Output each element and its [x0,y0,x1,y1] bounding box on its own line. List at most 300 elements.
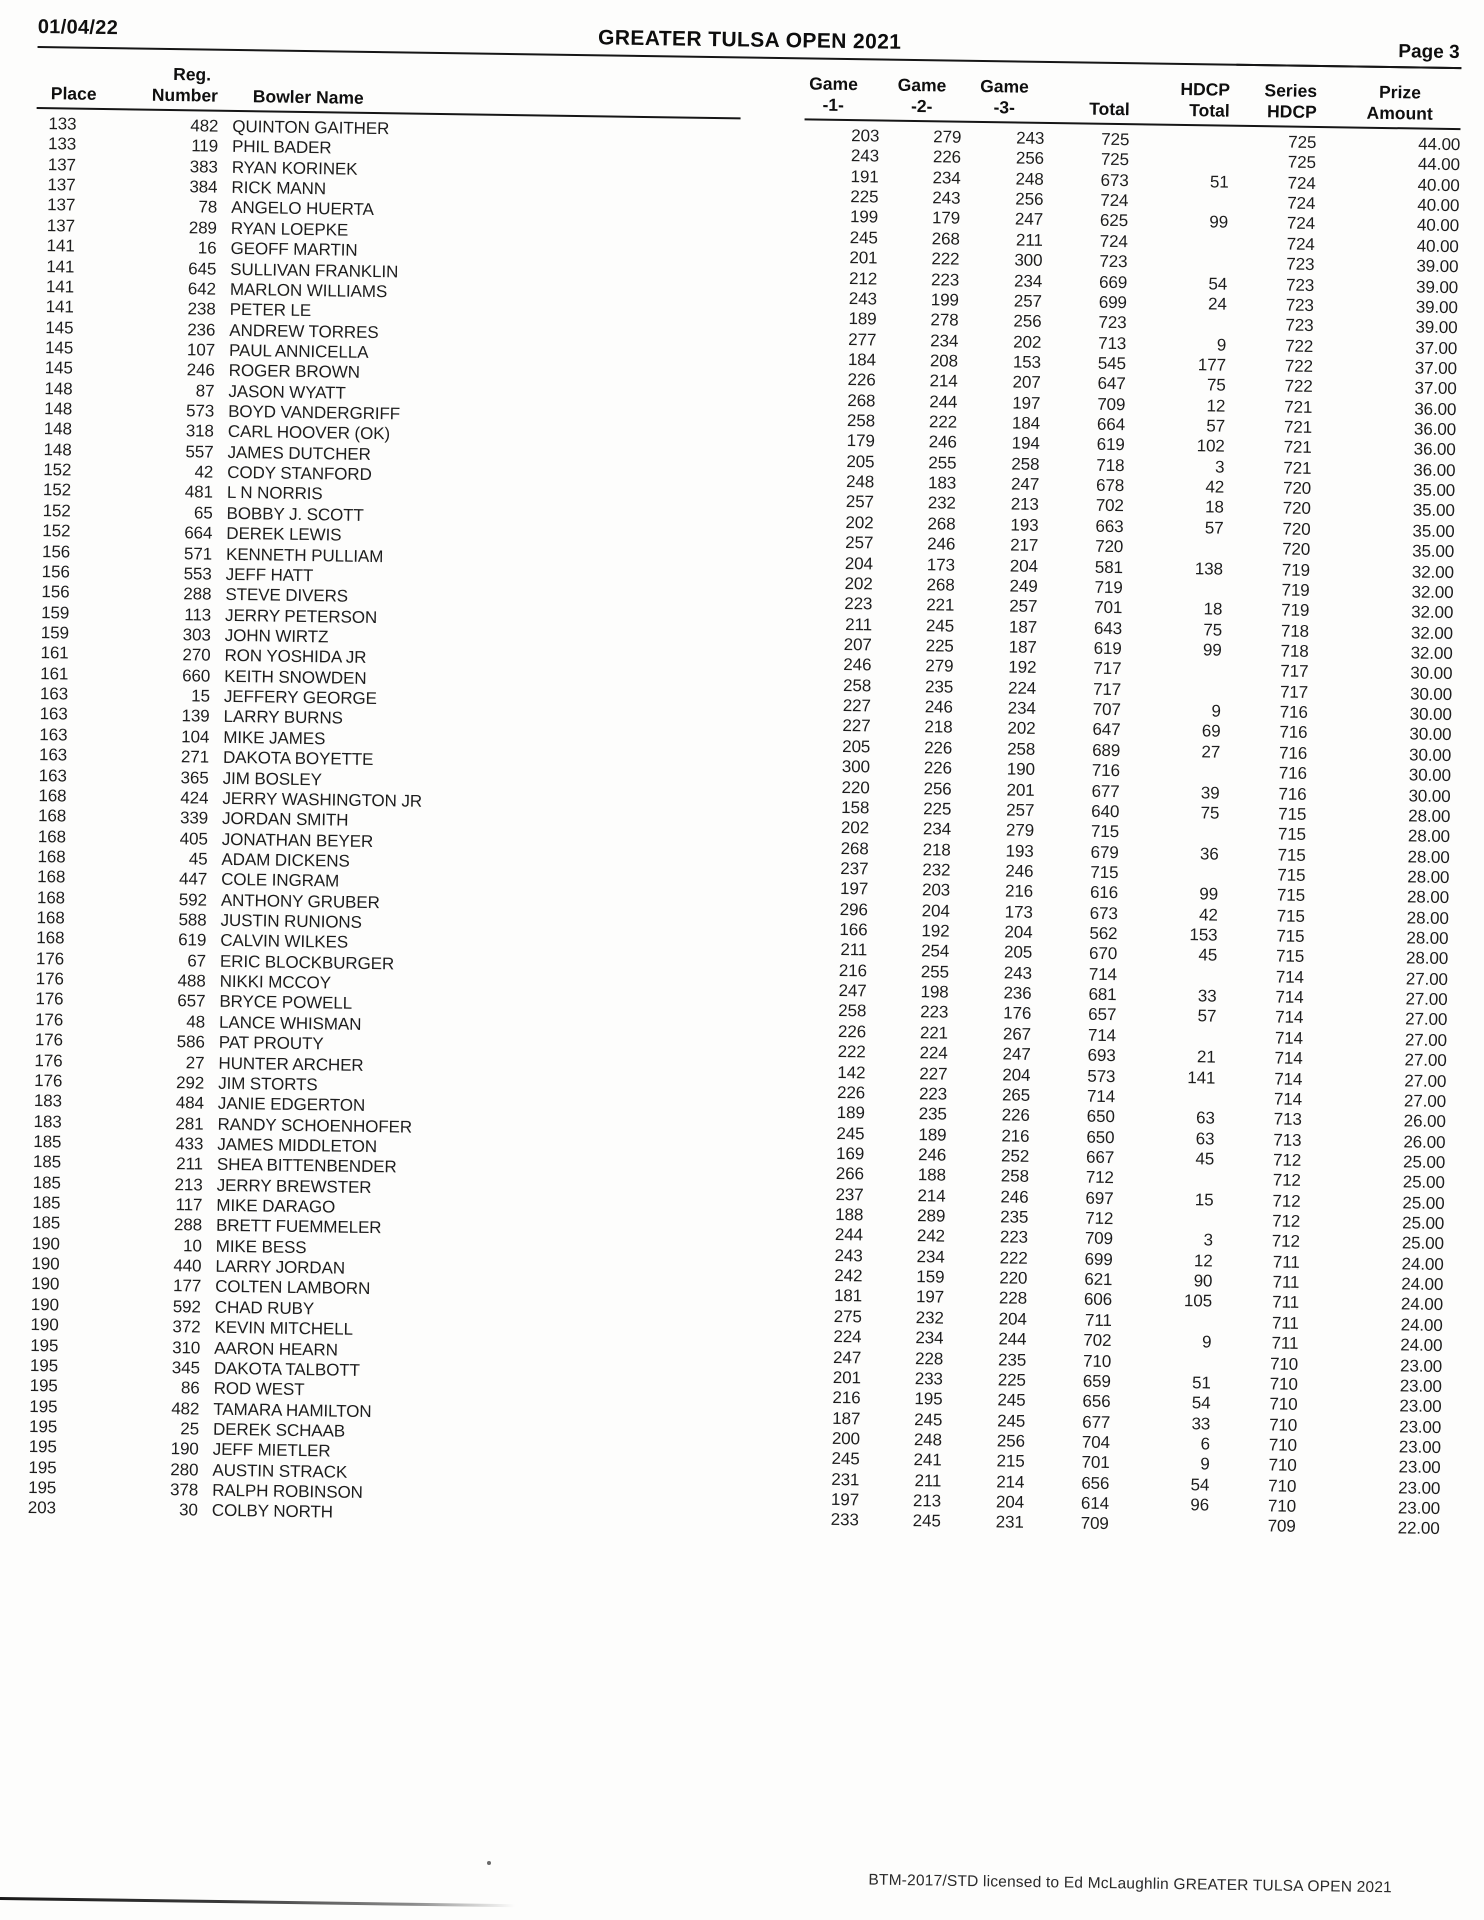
game1-cell: 205 [846,451,875,472]
bowler-name-cell: PHIL BADER [231,137,332,158]
hdcp-total-cell [1116,1311,1216,1333]
hdcp-total-cell: 90 [1193,1271,1213,1291]
total-cell: 715 [1090,862,1119,883]
bowler-name-cell: QUINTON GAITHER [232,116,390,139]
prize-amount-cell: 23.00 [1398,1437,1442,1457]
prize-amount-cell: 24.00 [1400,1335,1443,1356]
hdcp-total-cell [1125,660,1225,682]
reg-number-cell: 405 [179,828,208,849]
place-cell: 168 [36,908,65,928]
prize-amount-cell: 44.00 [1417,154,1461,175]
game3-cell: 235 [997,1349,1027,1370]
game2-cell: 226 [923,758,953,778]
reg-number-cell: 104 [181,726,210,747]
game2-cell: 198 [920,982,949,1002]
game1-cell: 244 [834,1225,864,1245]
bowler-name-cell: PETER LE [229,300,312,321]
game3-cell: 187 [1008,617,1038,637]
reg-number-cell: 592 [178,889,208,910]
game1-cell: 226 [837,1021,867,1042]
prize-amount-cell: 39.00 [1415,317,1458,338]
series-hdcp-cell: 710 [1267,1496,1297,1516]
game1-cell: 197 [830,1490,860,1510]
reg-number-cell: 107 [186,340,216,360]
bowler-name-cell: JIM STORTS [218,1073,318,1095]
hdcp-total-cell: 69 [1201,721,1221,742]
scan-artifact-dot [487,1861,491,1865]
hdcp-total-cell: 12 [1193,1251,1213,1271]
page-title: GREATER TULSA OPEN 2021 [597,26,902,54]
game3-cell: 256 [1015,189,1044,210]
game3-cell: 225 [997,1370,1027,1390]
game3-cell: 257 [1006,800,1035,820]
bowler-name-cell: KEVIN MITCHELL [214,1317,354,1340]
hdcp-total-cell: 45 [1198,945,1218,965]
hdcp-total-cell [1127,537,1227,559]
game2-cell: 234 [930,330,959,351]
place-cell: 137 [47,175,76,195]
hdcp-total-cell: 99 [1209,212,1229,233]
hdcp-total-cell: 75 [1203,619,1223,640]
total-cell: 678 [1095,475,1125,496]
game2-cell: 226 [924,738,953,758]
series-hdcp-cell: 720 [1282,519,1311,539]
game1-cell: 205 [842,736,871,757]
game3-cell: 204 [1004,922,1033,942]
game3-cell: 258 [1007,739,1036,759]
game3-cell: 243 [1016,128,1045,148]
hdcp-total-cell: 57 [1204,518,1224,538]
game2-cell: 245 [912,1511,941,1531]
scanned-results-sheet [10,16,1462,1917]
game2-cell: 268 [926,575,955,595]
reg-number-cell: 482 [171,1398,200,1419]
game3-cell: 256 [996,1431,1026,1451]
game3-cell: 197 [1012,393,1041,413]
prize-amount-cell: 30.00 [1408,785,1451,806]
game3-cell: 247 [1010,474,1040,495]
game1-cell: 242 [834,1266,863,1286]
prize-amount-cell: 28.00 [1408,806,1451,826]
place-cell: 161 [40,663,69,684]
bowler-name-cell: GEOFF MARTIN [230,239,358,260]
game2-cell: 235 [918,1104,947,1124]
prize-amount-cell: 44.00 [1418,134,1461,155]
hdcp-total-cell [1125,680,1225,702]
series-hdcp-cell: 713 [1273,1130,1302,1150]
game1-cell: 226 [836,1082,866,1103]
game1-cell: 258 [838,1001,867,1021]
place-cell: 141 [45,277,75,297]
game3-cell: 267 [1002,1024,1032,1044]
total-cell: 716 [1091,760,1121,781]
reg-number-cell: 65 [193,503,213,523]
series-hdcp-cell: 721 [1284,397,1313,417]
place-cell: 176 [35,969,64,989]
total-cell: 711 [1084,1310,1112,1330]
bowler-name-cell: ANGELO HUERTA [231,198,374,220]
game2-cell: 234 [916,1246,945,1267]
series-hdcp-cell: 714 [1274,1028,1304,1048]
reg-number-cell: 30 [178,1500,198,1520]
game3-cell: 204 [1009,556,1039,576]
game2-cell: 173 [926,554,956,575]
total-cell: 710 [1082,1351,1112,1371]
game3-cell: 224 [1007,678,1037,698]
total-cell: 619 [1093,638,1122,659]
place-cell: 161 [40,643,69,663]
hdcp-total-cell: 75 [1200,803,1220,823]
hdcp-total-cell [1124,761,1224,783]
bowler-name-cell: ANDREW TORRES [229,320,379,342]
place-cell: 152 [42,500,71,521]
game3-cell: 248 [1015,169,1044,189]
reg-number-cell: 660 [182,665,211,686]
place-cell: 148 [44,399,73,419]
game1-cell: 225 [850,187,879,207]
bowler-name-cell: SULLIVAN FRANKLIN [230,259,399,281]
game2-cell: 159 [916,1267,945,1287]
total-cell: 697 [1085,1188,1114,1208]
game1-cell: 201 [832,1367,862,1388]
game2-cell: 246 [917,1145,947,1165]
bowler-name-cell: ROGER BROWN [228,361,361,383]
game1-cell: 247 [832,1347,862,1367]
hdcp-total-cell [1117,1209,1217,1231]
series-hdcp-cell: 720 [1282,498,1311,519]
game2-cell: 279 [933,127,962,147]
total-cell: 714 [1088,964,1118,984]
prize-amount-cell: 28.00 [1406,908,1449,928]
prize-amount-cell: 28.00 [1407,826,1451,847]
column-header-hdcp-total: HDCP Total [1180,78,1231,121]
game2-cell: 245 [914,1409,943,1430]
total-cell: 709 [1097,394,1126,414]
prize-amount-cell: 25.00 [1402,1193,1445,1213]
prize-amount-cell: 35.00 [1412,480,1456,501]
bowler-name-cell: JERRY BREWSTER [216,1175,372,1197]
game3-cell: 247 [1014,209,1044,230]
game3-cell: 220 [999,1268,1028,1288]
game2-cell: 214 [929,371,958,391]
bowler-name-cell: DAKOTA BOYETTE [222,747,374,770]
prize-amount-cell: 24.00 [1400,1294,1444,1315]
game1-cell: 204 [844,553,874,573]
series-hdcp-cell: 712 [1272,1170,1302,1191]
series-hdcp-cell: 721 [1283,458,1312,478]
series-hdcp-cell: 718 [1280,641,1309,661]
series-hdcp-cell: 716 [1279,722,1308,743]
total-cell: 723 [1098,313,1127,333]
bowler-name-cell: BOYD VANDERGRIFF [228,401,401,424]
game1-cell: 245 [836,1123,865,1143]
prize-amount-cell: 27.00 [1403,1091,1447,1111]
game1-cell: 300 [841,757,871,777]
hdcp-total-cell [1130,313,1230,335]
bowler-name-cell: RALPH ROBINSON [212,1480,363,1503]
game1-cell: 179 [846,431,875,451]
total-cell: 701 [1081,1453,1110,1473]
game3-cell: 236 [1003,983,1032,1003]
reg-number-cell: 657 [177,991,206,1012]
reg-number-cell: 481 [184,482,214,503]
game2-cell: 255 [928,453,957,473]
total-cell: 664 [1096,414,1126,435]
game2-cell: 278 [930,310,959,330]
game2-cell: 289 [917,1206,946,1226]
reg-number-cell: 139 [181,706,210,727]
series-hdcp-cell: 711 [1272,1272,1300,1292]
place-cell: 195 [29,1376,58,1396]
game3-cell: 257 [1013,291,1043,311]
game1-cell: 169 [835,1143,865,1164]
game1-cell: 216 [832,1388,861,1408]
prize-amount-cell: 28.00 [1407,867,1450,887]
game1-cell: 216 [838,960,868,981]
game2-cell: 225 [923,799,952,819]
game3-cell: 256 [1013,311,1042,332]
place-cell: 159 [41,602,70,623]
game1-cell: 203 [851,126,880,146]
reg-number-cell: 67 [187,951,207,971]
game2-cell: 228 [914,1348,944,1369]
series-hdcp-cell: 722 [1284,356,1314,376]
game1-cell: 158 [841,797,870,818]
prize-amount-cell: 30.00 [1408,765,1452,786]
series-hdcp-cell: 720 [1282,478,1312,499]
game3-cell: 258 [1011,454,1040,474]
reg-number-cell: 484 [175,1093,205,1113]
prize-amount-cell: 24.00 [1401,1274,1444,1295]
game1-cell: 257 [845,533,874,553]
place-cell: 168 [37,806,67,826]
series-hdcp-cell: 712 [1271,1231,1301,1252]
game3-cell: 216 [1004,881,1034,902]
game2-cell: 192 [921,921,950,941]
game3-cell: 173 [1004,902,1033,922]
game1-cell: 296 [839,899,868,920]
game2-cell: 223 [930,269,960,290]
series-hdcp-cell: 723 [1286,254,1315,275]
series-hdcp-cell: 716 [1278,783,1307,804]
series-hdcp-cell: 715 [1276,926,1305,946]
bowler-name-cell: RON YOSHIDA JR [224,646,367,668]
game1-cell: 258 [842,675,872,696]
hdcp-total-cell [1113,1515,1213,1537]
reg-number-cell: 288 [183,584,212,604]
reg-number-cell: 281 [175,1113,204,1134]
bowler-name-cell: JASON WYATT [228,381,346,403]
hdcp-total-cell [1122,863,1222,885]
game2-cell: 221 [919,1023,949,1043]
game2-cell: 241 [913,1450,942,1470]
total-cell: 725 [1100,150,1130,170]
hdcp-total-cell [1121,965,1221,987]
total-cell: 673 [1089,903,1118,923]
total-cell: 670 [1088,944,1118,964]
reg-number-cell: 310 [172,1337,201,1358]
total-cell: 702 [1083,1330,1112,1351]
hdcp-total-cell: 54 [1190,1474,1210,1495]
hdcp-total-cell: 33 [1191,1413,1211,1434]
reg-number-cell: 372 [172,1317,201,1337]
hdcp-total-cell: 24 [1208,294,1227,314]
series-hdcp-cell: 719 [1281,580,1310,600]
game2-cell: 204 [921,900,950,921]
reg-number-cell: 190 [170,1439,199,1459]
series-hdcp-cell: 721 [1283,417,1313,437]
game3-cell: 245 [997,1390,1026,1411]
game1-cell: 231 [831,1469,860,1490]
series-hdcp-cell: 722 [1285,336,1314,356]
game3-cell: 279 [1005,820,1035,841]
place-cell: 145 [45,317,74,338]
place-cell: 168 [37,826,67,847]
game3-cell: 215 [996,1451,1025,1472]
column-header-total: Total [1089,98,1130,120]
reg-number-cell: 213 [174,1174,203,1195]
prize-amount-cell: 25.00 [1402,1213,1445,1234]
game2-cell: 268 [931,229,960,249]
game1-cell: 199 [849,207,879,227]
place-cell: 152 [42,480,72,501]
game2-cell: 242 [916,1226,946,1246]
game2-cell: 232 [922,860,951,880]
reg-number-cell: 280 [170,1459,199,1480]
series-hdcp-cell: 715 [1276,906,1305,926]
game1-cell: 268 [840,838,869,858]
hdcp-total-cell: 21 [1196,1047,1216,1067]
column-header-prize-amount: Prize Amount [1366,81,1433,124]
bowler-name-cell: CHAD RUBY [214,1297,315,1319]
game2-cell: 232 [927,493,957,514]
prize-amount-cell: 24.00 [1401,1254,1444,1274]
game2-cell: 224 [919,1043,948,1063]
total-cell: 650 [1086,1106,1115,1127]
place-cell: 185 [32,1152,62,1172]
place-cell: 168 [37,847,66,867]
total-cell: 717 [1092,679,1122,699]
game2-cell: 214 [917,1185,946,1206]
prize-amount-cell: 24.00 [1400,1315,1443,1335]
series-hdcp-cell: 723 [1285,315,1314,336]
bowler-name-cell: ANTHONY GRUBER [220,890,380,912]
game1-cell: 200 [831,1428,861,1449]
hdcp-total-cell: 177 [1197,355,1227,375]
place-cell: 137 [47,195,76,216]
bowler-name-cell: MIKE JAMES [223,727,326,749]
series-hdcp-cell: 716 [1279,702,1308,722]
series-hdcp-cell: 720 [1282,539,1311,560]
place-cell: 133 [47,134,77,154]
series-hdcp-cell: 722 [1284,376,1313,397]
prize-amount-cell: 37.00 [1414,378,1457,399]
game3-cell: 190 [1006,759,1036,780]
hdcp-total-cell: 39 [1200,782,1220,803]
game3-cell: 231 [995,1512,1024,1533]
prize-amount-cell: 30.00 [1410,663,1453,684]
total-cell: 657 [1088,1005,1117,1025]
column-header-reg-number: Reg. Number [151,64,219,106]
reg-number-cell: 424 [180,788,209,808]
game1-cell: 189 [848,309,877,329]
game2-cell: 226 [932,147,962,168]
total-cell: 724 [1100,190,1129,211]
prize-amount-cell: 27.00 [1404,1050,1447,1071]
series-hdcp-cell: 719 [1281,560,1311,580]
hdcp-total-cell: 27 [1201,742,1221,762]
game1-cell: 142 [837,1062,866,1082]
reg-number-cell: 318 [185,421,214,442]
prize-amount-cell: 40.00 [1416,236,1459,256]
game3-cell: 207 [1012,372,1041,393]
game1-cell: 211 [845,614,873,635]
prize-amount-cell: 36.00 [1413,419,1457,440]
game1-cell: 189 [836,1103,865,1123]
hdcp-total-cell: 18 [1203,599,1223,619]
bowler-name-cell: ADAM DICKENS [221,849,350,871]
series-hdcp-cell: 713 [1273,1109,1302,1130]
hdcp-total-cell: 96 [1190,1495,1210,1515]
total-cell: 724 [1099,231,1128,251]
prize-amount-cell: 40.00 [1417,175,1460,195]
game3-cell: 234 [1007,698,1036,718]
hdcp-total-cell: 9 [1200,1454,1210,1474]
reg-number-cell: 303 [182,625,211,645]
series-hdcp-cell: 723 [1285,275,1315,295]
prize-amount-cell: 28.00 [1405,948,1449,969]
reg-number-cell: 573 [185,401,215,421]
place-cell: 163 [39,704,68,724]
game2-cell: 208 [929,351,959,371]
prize-amount-cell: 32.00 [1411,582,1454,602]
game1-cell: 184 [847,350,877,370]
game2-cell: 234 [915,1328,944,1348]
bowler-name-cell: COLBY NORTH [211,1501,334,1522]
column-header-place: Place [50,83,97,104]
prize-amount-cell: 39.00 [1416,256,1459,277]
place-cell: 145 [44,358,73,378]
prize-amount-cell: 22.00 [1397,1518,1440,1539]
bowler-name-cell: JERRY PETERSON [224,605,378,627]
place-cell: 163 [38,765,67,786]
game1-cell: 257 [845,492,875,512]
bowler-name-cell: JAMES DUTCHER [227,442,371,464]
game1-cell: 243 [848,288,878,309]
bowler-name-cell: STEVE DIVERS [225,585,349,606]
hdcp-total-cell: 102 [1196,436,1225,457]
game3-cell: 235 [1000,1207,1029,1227]
bowler-name-cell: JOHN WIRTZ [224,625,329,647]
hdcp-total-cell: 57 [1197,1006,1217,1027]
hdcp-total-cell: 3 [1214,457,1225,477]
game3-cell: 204 [998,1309,1027,1329]
reg-number-cell: 27 [185,1052,205,1073]
place-cell: 176 [34,1009,64,1030]
bowler-name-cell: JONATHAN BEYER [221,829,374,851]
place-cell: 156 [41,541,71,562]
total-cell: 659 [1082,1371,1112,1391]
bowler-name-cell: CODY STANFORD [227,462,372,485]
series-hdcp-cell: 710 [1268,1455,1297,1476]
series-hdcp-cell: 712 [1272,1211,1301,1231]
total-cell: 663 [1095,516,1124,536]
series-hdcp-cell: 710 [1268,1435,1298,1455]
game2-cell: 223 [920,1002,949,1023]
place-cell: 137 [47,154,77,175]
hdcp-total-cell: 6 [1200,1434,1211,1454]
place-cell: 141 [45,297,74,317]
